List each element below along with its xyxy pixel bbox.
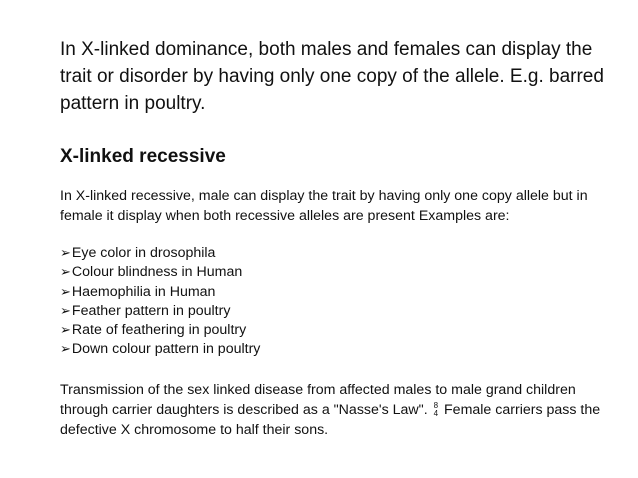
list-item: ➢Eye color in drosophila	[60, 245, 216, 261]
transmission-before: Transmission of the sex linked disease from affected males to male grand children through carrier daughters is described as a "Nasse's Law".	[60, 381, 576, 418]
arrow-bullet-icon: ➢	[60, 265, 71, 281]
arrow-bullet-icon: ➢	[60, 323, 71, 339]
recessive-description: In X-linked recessive, male can display the trait by having only one copy allele but in female it display when both recessive alleles are present Examples are:	[60, 188, 588, 224]
fraction-denominator: 4	[433, 409, 439, 419]
fraction-numerator: 8	[433, 401, 439, 411]
transmission-text	[60, 380, 610, 440]
transmission-after: Female carriers pass the defective X chromosome to half their sons.	[60, 401, 601, 438]
section-heading: X-linked recessive	[60, 146, 226, 167]
arrow-bullet-icon: ➢	[60, 246, 71, 261]
arrow-bullet-icon: ➢	[60, 342, 71, 358]
arrow-bullet-icon: ➢	[60, 284, 71, 300]
list-item: ➢Rate of feathering in poultry	[60, 322, 247, 339]
list-item: ➢Haemophilia in Human	[60, 283, 216, 300]
list-item: ➢Down colour pattern in poultry	[60, 341, 261, 358]
slide-content	[60, 36, 610, 440]
list-item: ➢Colour blindness in Human	[60, 264, 243, 281]
fraction	[434, 402, 438, 418]
examples-list	[60, 244, 610, 360]
list-item: ➢Feather pattern in poultry	[60, 302, 231, 319]
arrow-bullet-icon: ➢	[60, 303, 71, 319]
intro-text: In X-linked dominance, both males and females can display the trait or disorder by having only one copy of the allele. E.g. barred pattern in poultry.	[60, 39, 604, 114]
